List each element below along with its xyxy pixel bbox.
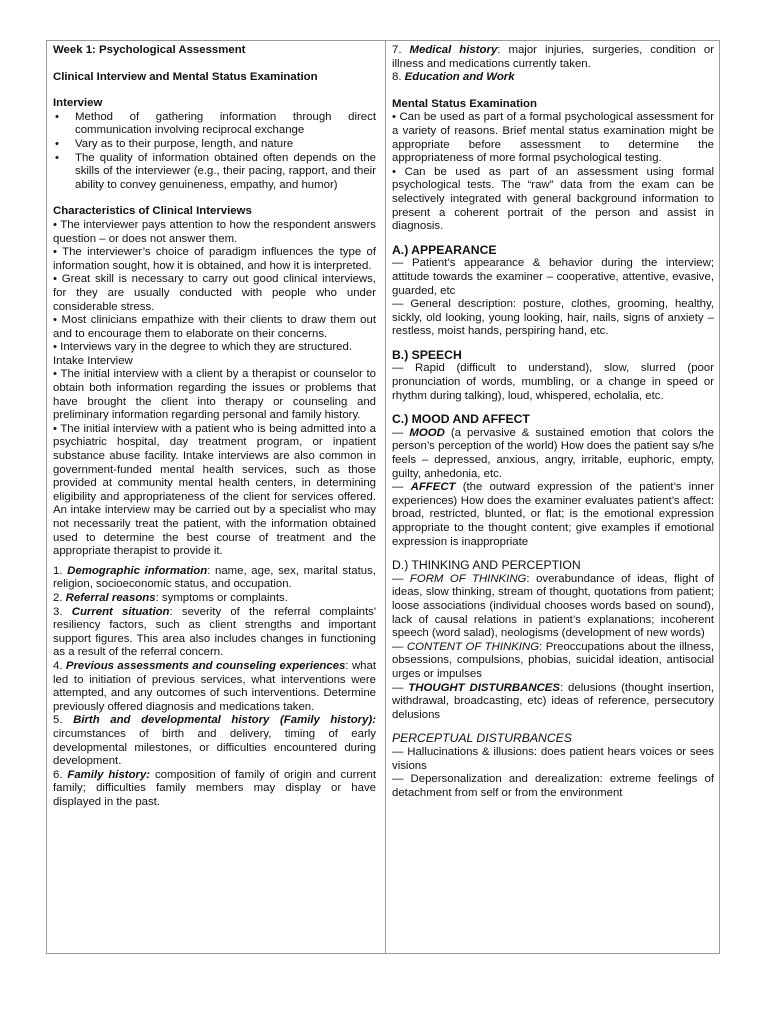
thinking-heading: D.) THINKING AND PERCEPTION [392, 558, 581, 573]
right-column [392, 44, 714, 800]
interview-bullet: • Method of gathering information through direct communication involving reciprocal exchange [53, 111, 376, 138]
mood-heading: C.) MOOD AND AFFECT [392, 412, 530, 427]
perceptual-paragraph: — Hallucinations & illusions: does patient hears voices or sees visions [392, 745, 714, 772]
history-item: 4. Previous assessments and counseling experiences: what led to initiation of previous services, what interventions were attempted, and any outcomes of such interventions. Determine previously offered diagnosis and medications taken. [53, 659, 377, 713]
history-item: 8. Education and Work [392, 71, 515, 84]
left-column [53, 44, 376, 809]
characteristics-paragraph: • Interviews vary in the degree to which they are structured. [53, 341, 353, 354]
mse-heading: Mental Status Examination [392, 97, 537, 110]
history-item: 2. Referral reasons: symptoms or complaints. [53, 591, 288, 604]
characteristics-heading: Characteristics of Clinical Interviews [53, 205, 252, 218]
interview-bullet: • Vary as to their purpose, length, and nature [53, 138, 376, 152]
interview-bullet-list [53, 111, 376, 193]
thought-disturbances-paragraph: — THOUGHT DISTURBANCES: delusions (thought insertion, withdrawal, broadcasting, etc) ideas of reference, persecutory delusions [392, 681, 714, 721]
intake-paragraph: • The initial interview with a patient who is being admitted into a psychiatric hospital, day treatment program, or inpatient substance abuse facility. Intake interviews are also common in government-funded mental health services, such as those provided at community mental health centers, in determining eligibility and appropriateness of the client for services offered. An intake interview may be carried out by a specialist who may not necessarily treat the patient, with the information obtained used to determine the best course of treatment and the appropriate therapist to provide it. [53, 422, 376, 558]
page-subtitle: Clinical Interview and Mental Status Examination [53, 70, 318, 83]
characteristics-paragraph: • The interviewer pays attention to how the respondent answers question – or does not answer them. [53, 218, 376, 245]
intake-paragraph: • The initial interview with a client by a therapist or counselor to obtain both information regarding the issues or problems that have brought the client into therapy or counseling and preliminary information regarding personal and family history. [53, 368, 376, 422]
intake-heading: Intake Interview [53, 354, 133, 367]
content-of-thinking-paragraph: — CONTENT OF THINKING: Preoccupations about the illness, obsessions, compulsions, phobias, suicidal ideation, antisocial urges or impulses [392, 640, 714, 680]
mood-paragraph: — MOOD (a pervasive & sustained emotion that colors the person’s perception of the world) How does the patient say s/he feels – depressed, anxious, angry, irritable, euphoric, empty, guilty, anhedonia, etc. [392, 426, 715, 480]
appearance-heading: A.) APPEARANCE [392, 242, 497, 257]
history-item: 7. Medical history: major injuries, surgeries, condition or illness and medications currently taken. [392, 44, 714, 70]
affect-paragraph: — AFFECT (the outward expression of the patient’s inner experiences) How does the examiner evaluates patient’s affect: broad, restricted, blunted, or flat; is the emotional expression appropriate to the thought content; give examples if emotional expression is inappropriate [392, 481, 714, 548]
document-table [46, 40, 720, 954]
history-item: 6. Family history: composition of family of origin and current family; difficulties family members may display or have displayed in the past. [53, 768, 376, 808]
perceptual-heading: PERCEPTUAL DISTURBANCES [392, 731, 572, 746]
characteristics-paragraph: • The interviewer’s choice of paradigm influences the type of information sought, how it is obtained, and how it is interpreted. [53, 246, 376, 272]
interview-bullet: • The quality of information obtained often depends on the skills of the interviewer (e.g., their pacing, rapport, and their ability to convey genuineness, empathy, and humor) [53, 152, 376, 193]
speech-heading: B.) SPEECH [392, 347, 462, 362]
interview-heading: Interview [53, 97, 103, 110]
page-title: Week 1: Psychological Assessment [53, 44, 246, 56]
column-divider [385, 41, 386, 953]
history-item: 1. Demographic information: name, age, sex, marital status, religion, socioeconomic status, and occupation. [53, 564, 376, 591]
perceptual-paragraph: — Depersonalization and derealization: extreme feelings of detachment from self or from the environment [392, 773, 714, 799]
mse-paragraph: • Can be used as part of an assessment using formal psychological tests. The “raw” data from the exam can be selectively integrated with general background information to present a coherent portrait of the person and assist in diagnosis. [392, 165, 714, 233]
appearance-paragraph: — General description: posture, clothes, grooming, healthy, sickly, old looking, young looking, hair, nails, signs of anxiety – restless, moist hands, perspiring hand, etc. [392, 298, 714, 338]
mse-paragraph: • Can be used as part of a formal psychological assessment for a variety of reasons. Brief mental status examination might be appropriate before assessment to determine the appropriateness of more formal psychological testing. [392, 111, 714, 165]
history-item: 5. Birth and developmental history (Family history): circumstances of birth and delivery, timing of early developmental milestones, or difficulties encountered during development. [53, 714, 376, 768]
characteristics-paragraph: • Most clinicians empathize with their clients to draw them out and to encourage them to elaborate on their concerns. [53, 314, 376, 340]
speech-paragraph: — Rapid (difficult to understand), slow, slurred (poor pronunciation of words, mumbling, or a change in speed or rhythm during talking), loud, whispered, echolalia, etc. [392, 362, 714, 402]
history-item: 3. Current situation: severity of the referral complaints' resiliency factors, such as client strengths and important support figures. This area also includes changes in functioning as a result of the referral concern. [53, 605, 376, 659]
characteristics-paragraph: • Great skill is necessary to carry out good clinical interviews, for they are usually conducted with people who under considerable stress. [53, 273, 376, 313]
form-of-thinking-paragraph: — FORM OF THINKING: overabundance of ideas, flight of ideas, slow thinking, stream of thought, quotations from patient; loose associations (individual chooses words based on sound), lack of causal relations in patient’s explanations; incoherent speech (word salad), neologisms (development of new words) [392, 572, 714, 640]
appearance-paragraph: — Patient’s appearance & behavior during the interview; attitude towards the examiner – cooperative, attentive, evasive, guarded, etc [392, 257, 714, 297]
